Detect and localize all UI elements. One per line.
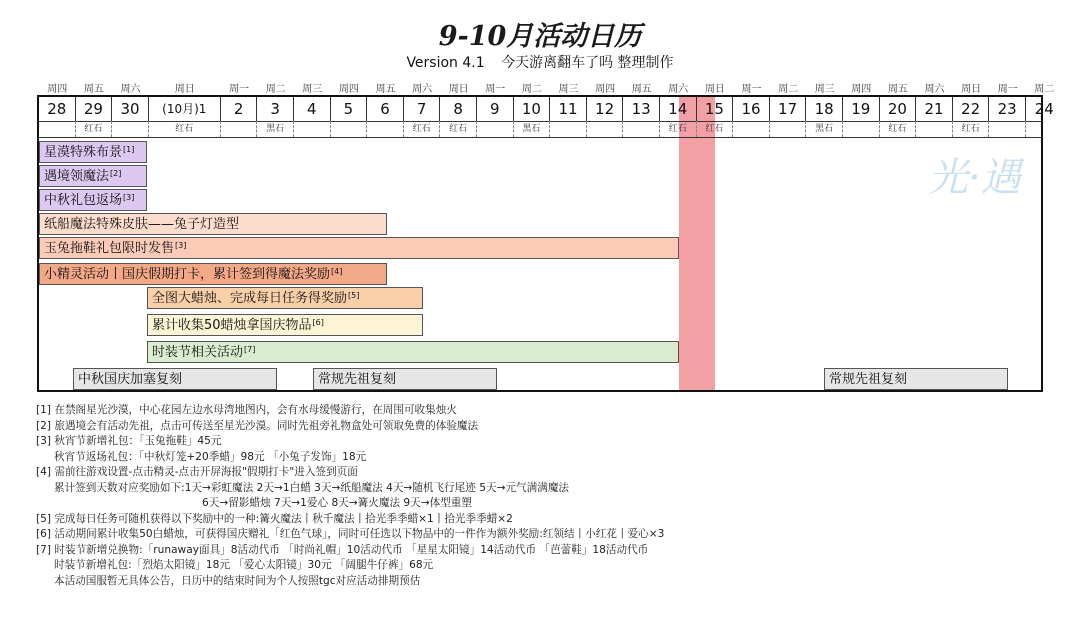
weekday-label: 周六: [120, 84, 141, 95]
weekday-label: 周三: [558, 84, 579, 95]
note-line: 秋宵节返场礼包：「中秋灯笼+20季蜡」98元 「小兔子发饰」18元: [54, 450, 367, 463]
event-bar[interactable]: 中秋礼包返场[3]: [39, 189, 147, 211]
stone-cell: [477, 121, 514, 137]
date-cell: 4: [294, 97, 331, 121]
note-line: [2] 旅遇境会有活动先祖，点击可传送至星光沙漠。同时先祖旁礼物盒处可领取免费的体验魔法: [36, 419, 479, 432]
date-cell: 13: [623, 97, 660, 121]
stone-cell: 黑石: [806, 121, 843, 137]
weekday-label: 周一: [485, 84, 506, 95]
date-cell: 22: [953, 97, 990, 121]
stone-divider: [39, 137, 1041, 138]
stone-cell: [1026, 121, 1063, 137]
event-bar[interactable]: 纸船魔法特殊皮肤——兔子灯造型: [39, 213, 387, 235]
game-logo-watermark: 光·遇: [928, 155, 1021, 201]
stone-cell: [550, 121, 587, 137]
event-bar[interactable]: 小精灵活动丨国庆假期打卡，累计签到得魔法奖励[4]: [39, 263, 387, 285]
weekday-label: 周日: [704, 84, 725, 95]
stone-cell: [916, 121, 953, 137]
stone-cell: [294, 121, 331, 137]
weekday-label: 周五: [375, 84, 396, 95]
weekday-label: 周一: [997, 84, 1018, 95]
stone-cell: [989, 121, 1026, 137]
weekday-label: 周五: [83, 84, 104, 95]
note-line: [1] 在禁阁星光沙漠，中心花园左边水母湾地图内，会有水母缓慢游行，在周围可收集烛火: [36, 404, 457, 416]
date-cell: 23: [989, 97, 1026, 121]
weekday-label: 周六: [924, 84, 945, 95]
stone-cell: [112, 121, 149, 137]
date-cell: 29: [76, 97, 113, 121]
event-bar[interactable]: 时装节相关活动[7]: [147, 341, 679, 363]
date-cell: 5: [331, 97, 368, 121]
date-cell: 10: [514, 97, 551, 121]
date-cell: (10月)1: [149, 97, 221, 121]
weekday-label: 周四: [851, 84, 872, 95]
weekday-label: 周三: [302, 84, 323, 95]
date-cell: 28: [39, 97, 76, 121]
stone-cell: [587, 121, 624, 137]
stone-cell: [733, 121, 770, 137]
date-cell: 7: [404, 97, 441, 121]
event-bar[interactable]: 玉兔拖鞋礼包限时发售[3]: [39, 237, 679, 259]
version-label: Version 4.1: [406, 55, 485, 71]
date-cell: 21: [916, 97, 953, 121]
date-cell: 19: [843, 97, 880, 121]
weekday-label: 周六: [668, 84, 689, 95]
event-bar[interactable]: 遇境领魔法[2]: [39, 165, 147, 187]
date-cell: 14: [660, 97, 697, 121]
note-line: [3] 秋宵节新增礼包：「玉兔拖鞋」45元: [36, 435, 222, 447]
weekday-label: 周五: [887, 84, 908, 95]
weekday-label: 周日: [961, 84, 982, 95]
author-label: 今天游离翻车了吗 整理制作: [501, 55, 674, 71]
event-bar[interactable]: 全图大蜡烛、完成每日任务得奖励[5]: [147, 287, 423, 309]
date-cell: 3: [257, 97, 294, 121]
stone-cell: [367, 121, 404, 137]
weekday-label: 周二: [778, 84, 799, 95]
date-cell: 15: [697, 97, 734, 121]
event-bar[interactable]: 常规先祖复刻: [313, 368, 497, 390]
date-cell: 16: [733, 97, 770, 121]
stone-cell: 红石: [404, 121, 441, 137]
subtitle: [0, 52, 1080, 72]
stone-cell: 红石: [440, 121, 477, 137]
event-bar[interactable]: 常规先祖复刻: [824, 368, 1008, 390]
stone-cell: [221, 121, 258, 137]
date-cell: 2: [221, 97, 258, 121]
stone-cell: 黑石: [514, 121, 551, 137]
today-highlight: [679, 97, 715, 390]
stone-cell: [39, 121, 76, 137]
weekday-label: 周六: [412, 84, 433, 95]
date-cell: 24: [1034, 100, 1054, 118]
stone-cell: 红石: [953, 121, 990, 137]
weekday-label: 周二: [1034, 84, 1055, 95]
date-cell: 18: [806, 97, 843, 121]
note-line: 累计签到天数对应奖励如下:1天→彩虹魔法 2天→1白蜡 3天→纸船魔法 4天→随机飞行尾迹 5天→元气满满魔法: [54, 481, 570, 494]
page-title: 9-10月活动日历: [438, 21, 642, 52]
weekday-label: 周四: [47, 84, 68, 95]
weekday-label: 周日: [448, 84, 469, 95]
date-cell: 17: [770, 97, 807, 121]
weekday-label: 周四: [338, 84, 359, 95]
weekday-label: 周一: [741, 84, 762, 95]
stone-cell: 红石: [149, 121, 221, 137]
event-bar[interactable]: 星漠特殊布景[1]: [39, 141, 147, 163]
stone-cell: [843, 121, 880, 137]
date-cell: 11: [550, 97, 587, 121]
weekday-label: 周四: [595, 84, 616, 95]
stone-cell: [623, 121, 660, 137]
weekday-label: 周五: [631, 84, 652, 95]
weekday-label: 周二: [265, 84, 286, 95]
stone-cell: 红石: [880, 121, 917, 137]
note-line: 时装节新增礼包:「烈焰太阳镜」18元 「爱心太阳镜」30元 「阔腿牛仔裤」68元: [54, 559, 434, 571]
event-bar[interactable]: 累计收集50蜡烛拿国庆物品[6]: [147, 314, 423, 336]
event-bar[interactable]: 中秋国庆加塞复刻: [73, 368, 277, 390]
note-line: [7] 时装节新增兑换物:「runaway面具」8活动代币 「时尚礼帽」10活动代币 「星星太阳镜」14活动代币 「芭蕾鞋」18活动代币: [36, 543, 649, 556]
weekday-label: 周一: [229, 84, 250, 95]
date-cell: 6: [367, 97, 404, 121]
note-line: [6] 活动期间累计收集50白蜡烛，可获得国庆赠礼「红色气球」，同时可任选以下物品中的一件作为额外奖励:红领结丨小红花丨爱心×3: [36, 528, 665, 540]
stone-cell: [331, 121, 368, 137]
stone-cell: 红石: [660, 121, 697, 137]
note-line: 本活动国服暂无具体公告，日历中的结束时间为个人按照tgc对应活动排期预估: [54, 574, 421, 587]
date-cell: 20: [880, 97, 917, 121]
stone-cell: [770, 121, 807, 137]
date-cell: 12: [587, 97, 624, 121]
stone-cell: 红石: [76, 121, 113, 137]
stone-cell: 红石: [697, 121, 734, 137]
weekday-label: 周日: [174, 84, 195, 95]
weekday-label: 周二: [521, 84, 542, 95]
stone-cell: 黑石: [257, 121, 294, 137]
note-line: 6天→留影蜡烛 7天→1爱心 8天→篝火魔法 9天→体型重塑: [202, 497, 472, 509]
footnotes: [36, 403, 664, 589]
date-cell: 30: [112, 97, 149, 121]
date-cell: 9: [477, 97, 514, 121]
date-cell: 8: [440, 97, 477, 121]
weekday-label: 周三: [814, 84, 835, 95]
note-line: [4] 需前往游戏设置-点击精灵-点击开屏海报"假期打卡"进入签到页面: [36, 466, 358, 478]
note-line: [5] 完成每日任务可随机获得以下奖励中的一种:篝火魔法丨秋千魔法丨拾光季季蜡×1丨拾光季季蜡×2: [36, 512, 513, 525]
